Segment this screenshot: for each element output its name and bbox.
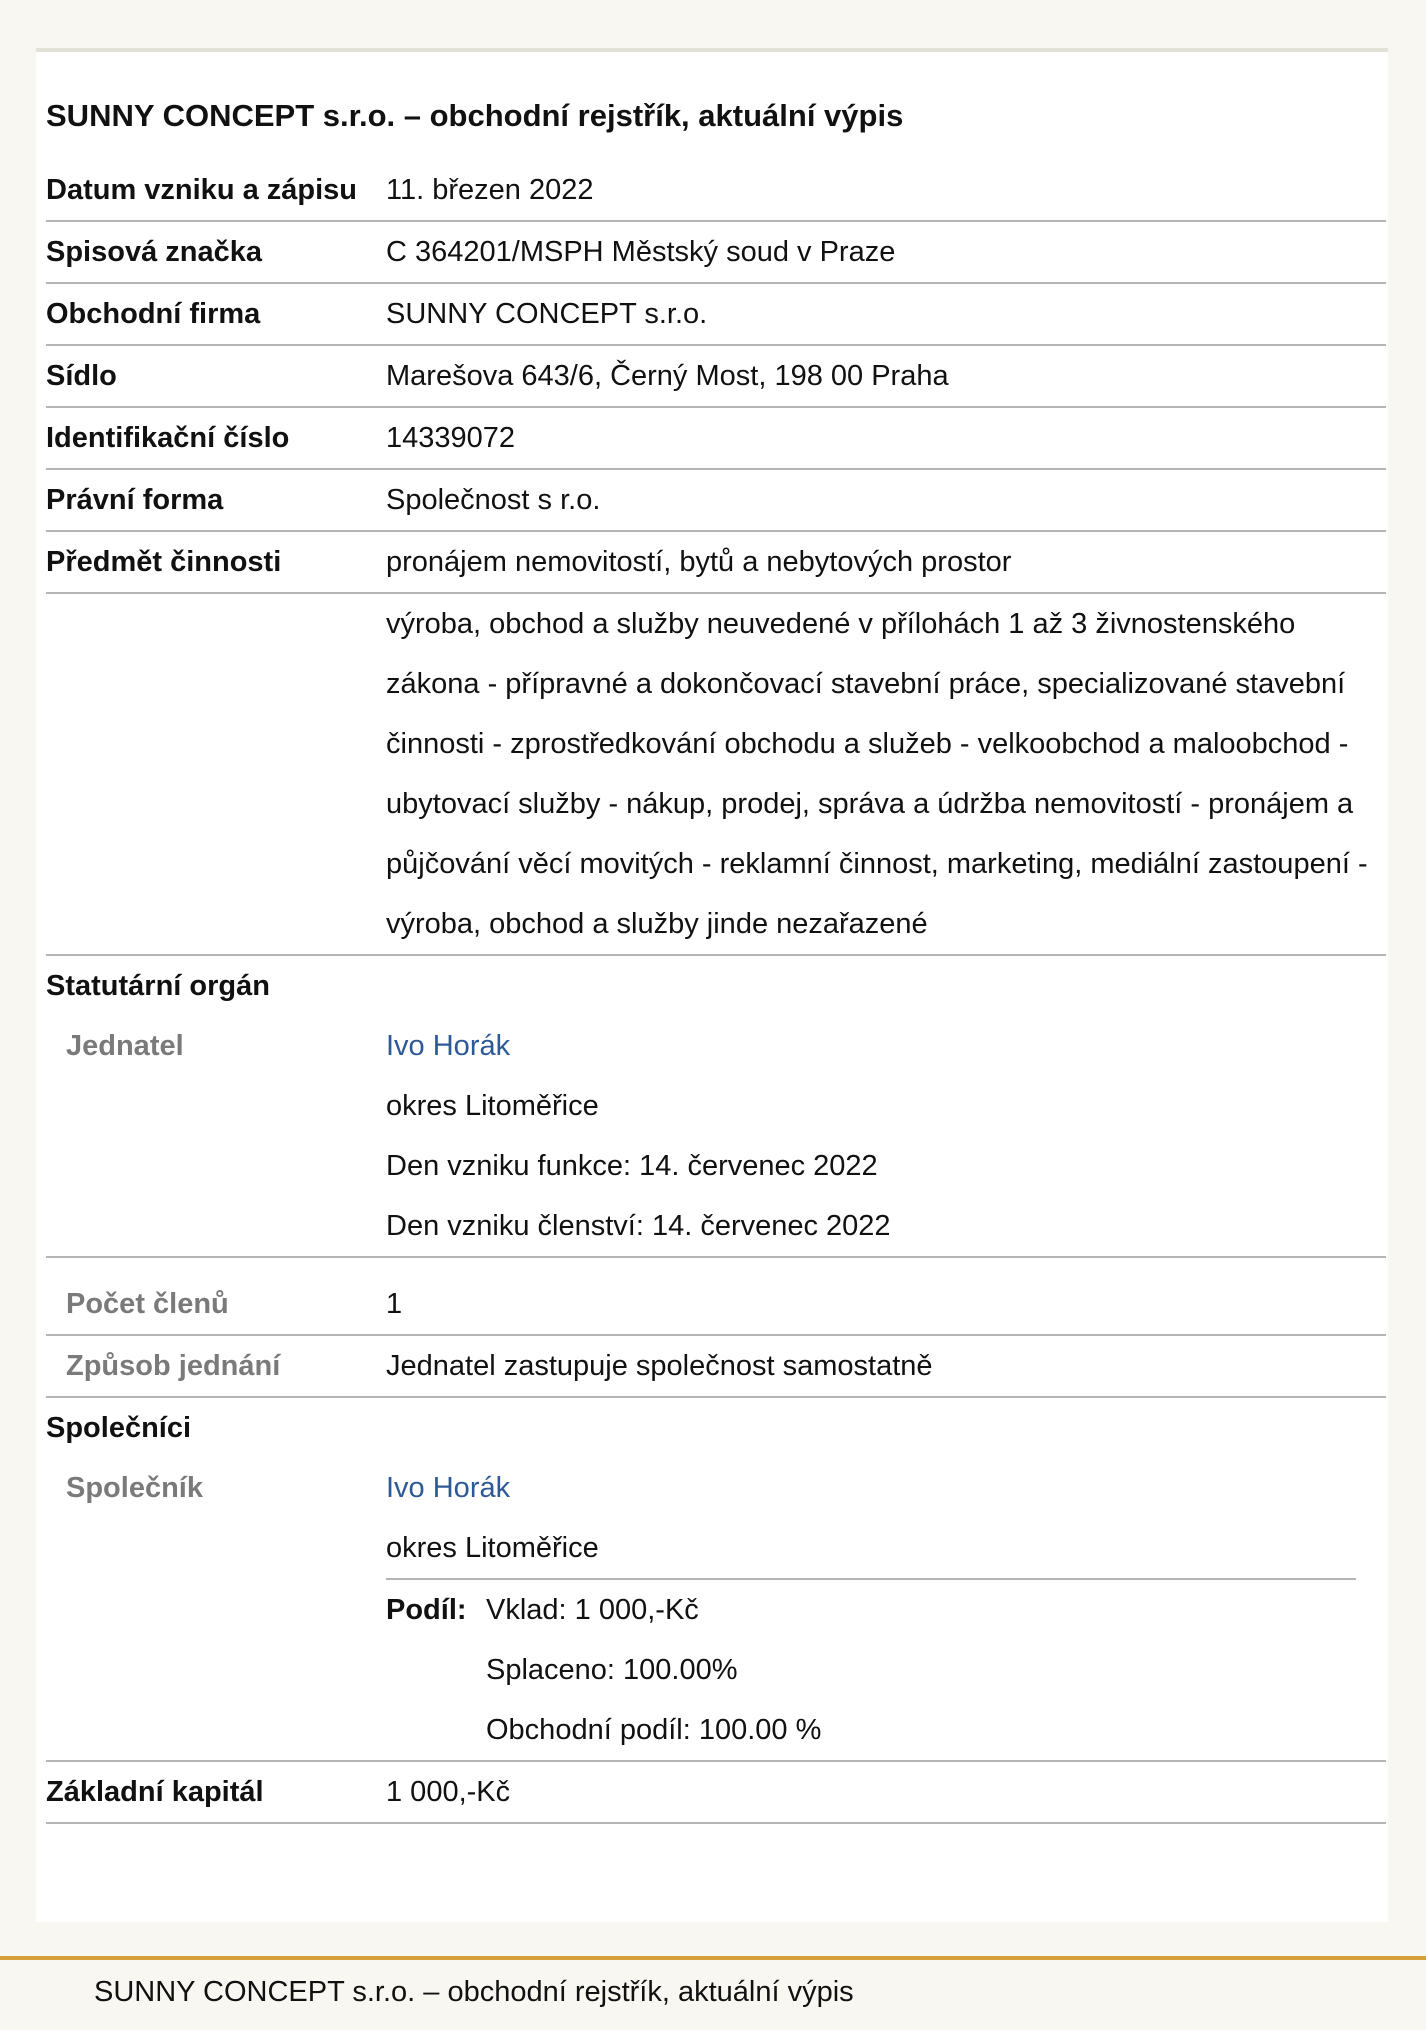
value-zakladni-kapital: 1 000,-Kč bbox=[386, 1761, 1386, 1823]
footer-title: SUNNY CONCEPT s.r.o. – obchodní rejstřík, aktuální výpis bbox=[94, 1976, 854, 2008]
label-pravni-forma: Právní forma bbox=[46, 469, 386, 531]
podil-obchodni: Obchodní podíl: 100.00 % bbox=[486, 1714, 822, 1746]
label-ico: Identifikační číslo bbox=[46, 407, 386, 469]
podil-splaceno: Splaceno: 100.00% bbox=[486, 1654, 738, 1686]
value-predmet-cinnosti-2: výroba, obchod a služby neuvedené v přílohách 1 až 3 živnostenského zákona - přípravné a dokončovací stavební práce, specializované stavební činnosti - zprostředkování obchodu a služeb - velkoobchod a maloobchod - ubytovací služby - nákup, prodej, správa a údržba nemovitostí - pronájem a půjčování věcí movitých - reklamní činnost, marketing, mediální zastoupení - výroba, obchod a služby jinde nezařazené bbox=[386, 593, 1386, 955]
page-title: SUNNY CONCEPT s.r.o. – obchodní rejstřík, aktuální výpis bbox=[46, 98, 904, 133]
row-spolecnik bbox=[46, 1458, 1386, 1761]
register-extract-card bbox=[36, 52, 1388, 1922]
row-obchodni-firma bbox=[46, 283, 1386, 345]
row-predmet-cinnosti bbox=[46, 531, 1386, 593]
section-statutarni-organ bbox=[46, 955, 1386, 1016]
row-spisova-znacka bbox=[46, 221, 1386, 283]
row-pocet-clenu bbox=[46, 1274, 1386, 1335]
jednatel-okres: okres Litoměřice bbox=[386, 1090, 599, 1122]
section-spolecnici bbox=[46, 1397, 1386, 1458]
value-predmet-cinnosti-1: pronájem nemovitostí, bytů a nebytových prostor bbox=[386, 531, 1386, 593]
jednatel-den-funkce: Den vzniku funkce: 14. červenec 2022 bbox=[386, 1150, 878, 1182]
label-zakladni-kapital: Základní kapitál bbox=[46, 1761, 386, 1823]
label-predmet-cinnosti: Předmět činnosti bbox=[46, 531, 386, 593]
value-spisova-znacka: C 364201/MSPH Městský soud v Praze bbox=[386, 221, 1386, 283]
register-table bbox=[46, 160, 1386, 1824]
jednatel-den-clenstvi: Den vzniku členství: 14. červenec 2022 bbox=[386, 1210, 891, 1242]
label-spolecnik: Společník bbox=[46, 1458, 386, 1761]
label-sidlo: Sídlo bbox=[46, 345, 386, 407]
row-ico bbox=[46, 407, 1386, 469]
label-pocet-clenu: Počet členů bbox=[46, 1274, 386, 1335]
jednatel-name-link[interactable]: Ivo Horák bbox=[386, 1030, 511, 1062]
spolecnik-okres: okres Litoměřice bbox=[386, 1518, 1356, 1580]
row-pravni-forma bbox=[46, 469, 1386, 531]
row-jednatel bbox=[46, 1016, 1386, 1257]
row-zpusob-jednani bbox=[46, 1335, 1386, 1397]
label-obchodni-firma: Obchodní firma bbox=[46, 283, 386, 345]
row-sidlo bbox=[46, 345, 1386, 407]
value-ico: 14339072 bbox=[386, 407, 1386, 469]
podil-details bbox=[486, 1580, 821, 1760]
value-jednatel bbox=[386, 1016, 1386, 1257]
label-zpusob-jednani: Způsob jednání bbox=[46, 1335, 386, 1397]
value-sidlo: Marešova 643/6, Černý Most, 198 00 Praha bbox=[386, 345, 1386, 407]
label-spisova-znacka: Spisová značka bbox=[46, 221, 386, 283]
value-zpusob-jednani: Jednatel zastupuje společnost samostatně bbox=[386, 1335, 1386, 1397]
podil-label: Podíl: bbox=[386, 1594, 467, 1626]
section-heading-statutarni: Statutární orgán bbox=[46, 970, 270, 1002]
value-pocet-clenu: 1 bbox=[386, 1274, 1386, 1335]
label-datum-vzniku: Datum vzniku a zápisu bbox=[46, 160, 386, 221]
section-heading-spolecnici: Společníci bbox=[46, 1412, 192, 1444]
value-obchodni-firma: SUNNY CONCEPT s.r.o. bbox=[386, 283, 1386, 345]
podil-vklad: Vklad: 1 000,-Kč bbox=[486, 1594, 699, 1626]
value-pravni-forma: Společnost s r.o. bbox=[386, 469, 1386, 531]
spolecnik-podil bbox=[386, 1580, 1386, 1760]
label-jednatel: Jednatel bbox=[46, 1016, 386, 1257]
spolecnik-name-link[interactable]: Ivo Horák bbox=[386, 1472, 511, 1504]
row-predmet-cinnosti-2 bbox=[46, 593, 1386, 955]
row-datum-vzniku bbox=[46, 160, 1386, 221]
value-datum-vzniku: 11. březen 2022 bbox=[386, 160, 1386, 221]
footer-divider bbox=[0, 1956, 1426, 1960]
value-spolecnik bbox=[386, 1458, 1386, 1761]
row-zakladni-kapital bbox=[46, 1761, 1386, 1823]
